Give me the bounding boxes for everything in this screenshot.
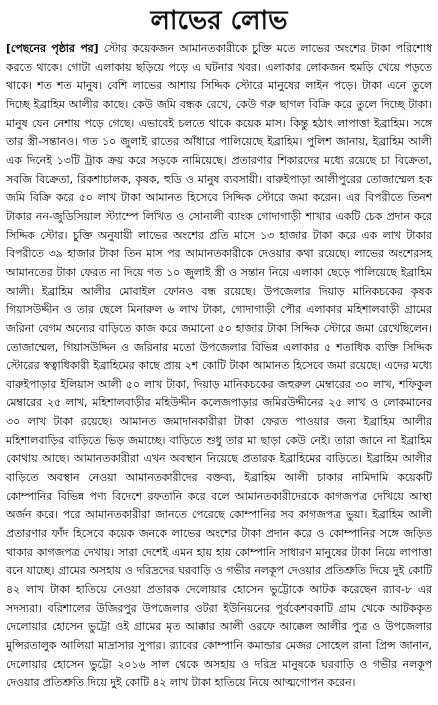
article-body <box>6 40 432 693</box>
continuation-label: [পেছনের পৃষ্ঠার পর] <box>6 42 99 55</box>
article-text: স্টোর কয়েকজন আমানতকারীকে চুক্তি মতে লাভের অংশের টাকা পরিশোধ করতে থাকে। গোটা এলাকায় ছড়িয়ে পড়ে এ ঘটনার খবর। এলাকার লোকজন হুমড়ি খেয়ে পড়তে থাকে। শত শত মানুষ। বেশি লাভের আশায় সিদ্দিক স্টোরে মানুষের লাইন পড়ে। টাকা এনে তুলে দিচ্ছে ইব্রাহিম আলীর কাছে। কেউ জমি বন্ধক রেখে, কেউ গরু ছাগল বিক্রি করে তুলে দিচ্ছে টাকা। মানুষ যেন নেশায় পড়ে গেছে। এভাবেই চলতে থাকে কয়েক মাস। কিন্তু হঠাৎ লাপাত্তা ইব্রাহিম। সঙ্গে তার স্ত্রী-সন্তানও। গত ১০ জুলাই রাতের আঁধারে পালিয়েছে ইব্রাহিম। পুলিশ জানায়, ইব্রাহিম আলী এক দিনেই ১৩টি ট্রাক ক্রয় করে সড়কে নামিয়েছে। প্রতারণার শিকারদের মধ্যে রয়েছে চা বিক্রেতা, সবজি বিক্রেতা, রিকশাচালক, কৃষক, হুডি ও মানুষ ব্যবসায়ী। বারুইপাড়া আলীপুরের তোজাম্মেল হক জমি বিক্রি করে ৫০ লাখ টাকা আমানত হিসেবে সিদ্দিক স্টোরে জমা করেন। এর বিপরীতে তিনশ টাকার নন-জুডিসিয়াল স্ট্যাম্পে লিখিত ও সোনালী ব্যাংক গোদাগাড়ী শাখার একটি চেক প্রদান করে সিদ্দিক স্টোর। চুক্তি অনুযায়ী লাভের অংশের প্রতি মাসে ১৩ হাজার টাকা করে এক লাখ টাকার বিপরীতে ৩৯ হাজার টাকা তিন মাস পর আমানতকারীকে দেওয়ার কথা রয়েছে। লাভের অংশেরসহ আমানতের টাকা ফেরত না দিয়ে গত ১০ জুলাই স্ত্রী ও সন্তান নিয়ে এলাকা ছেড়ে পালিয়েছে ইব্রাহিম আলী। ইব্রাহিম আলীর মোবাইল ফোনও বন্ধ রয়েছে। উপজেলার দিয়াড় মানিকচকের কৃষক গিয়াসউদ্দীন ও তার ছেলে মিনারুল ৬ লাখ টাকা, গোদাগাড়ী পৌর এলাকার মহিশালবাড়ী গ্রামের জরিনা বেগম অন্যের বাড়িতে কাজ করে জমানো ৫০ হাজার টাকা সিদ্দিক স্টোরে জমা রেখেছিলেন। তোজাম্মেল, গিয়াসউদ্দিন ও জরিনার মতো উপজেলার বিভিন্ন এলাকার ৫ শতাধিক ব্যক্তি সিদ্দিক স্টোরের স্বত্বাধিকারী ইব্রাহিমের কাছে প্রায় ২শ কোটি টাকা আমানত হিসেবে জমা রয়েছে। এদের মধ্যে বারুইপাড়ার ইলিয়াস আলী ৫০ লাখ টাকা, দিয়াড় মানিকচকের জহুরুল মেম্বারের ৩০ লাখ, শফিকুল মেম্বারের ২৫ লাখ, মহিশালবাড়ীর মহিউদ্দীন কলেজপাড়ার জমিরউদ্দীনের ২৫ লাখ ও লোকমানের ৩০ লাখ টাকা রয়েছে। আমানত জমাদানকারীরা টাকা ফেরত পাওয়ার জন্য ইব্রাহিম আলীর মহিশালবাড়ির বাড়িতে ভিড় জমাচ্ছে। বাড়িতে শুধু তার মা ছাড়া কেউ নেই। তারা জানে না ইব্রাহিম কোথায় আছে। আমানতকারীরা এখন অবস্থান নিয়েছে প্রতারক ইব্রাহিমের বাড়িতে। ইব্রাহিম আলীর বাড়িতে অবস্থান নেওয়া আমানতকারীদের বক্তব্য, ইব্রাহিম আলী চাকার নামিদামি কয়েকটি কোম্পানির বিভিন্ন পণ্য বিদেশে রফতানি করে বলে আমানতকারীদেরকে কাগজপত্র দেখিয়ে আস্থা অর্জন করে। পরে আমানতকারীরা জানতে পেরেছে কোম্পানির সব কাগজপত্র ভুয়া। ইব্রাহিম আলী প্রতারণার ফাঁদ হিসেবে কয়েক জনকে লাভের অংশের টাকা প্রদান করে ও কোম্পানির সঙ্গে জড়িত থাকার কাগজপত্র দেখায়। সারা দেশেই এমন হায় হায় কোম্পানি সাধারণ মানুষের টাকা নিয়ে লাপাত্তা বনে যাচ্ছে। গ্রামের অসহায় ও দরিদ্রদের ঘরবাড়ি ও গভীর নলকূপ দেওয়ার প্রতিশ্রুতি দিয়ে দুই কোটি ৪২ লাখ টাকা হাতিয়ে নেওয়া প্রতারক দেলোয়ার হোসেন ভুট্টোকে আটক করেছেন র‌্যাব-৮ এর সদস্যরা। বরিশালের উজিরপুর উপজেলার ওটরা ইউনিয়নের পূর্বকেশবকাটি গ্রাম থেকে আটককৃত দেলোয়ার হোসেন ভুট্টো ওই গ্রামের মৃত আক্কার আলী ওরফে আক্কেল আলীর পুত্র ও উপজেলার মুন্সিরতালুক আলিয়া মাদ্রাসার সুপার। র‌্যাবের কোম্পানি কমান্ডার মেজর সোহেল রানা প্রিন্স জানান, দেলোয়ার হোসেন ভুট্টো ২০১৬ সাল থেকে অসহায় ও দরিদ্র মানুষকে ঘরবাড়ি ও গভীর নলকূপ দেওয়ার প্রতিশ্রুতি দিয়ে দুই কোটি ৪২ লাখ টাকা হাতিয়ে নিয়ে আত্মগোপন করেন। <box>6 42 432 690</box>
headline: লাভের লোভ <box>150 6 288 36</box>
